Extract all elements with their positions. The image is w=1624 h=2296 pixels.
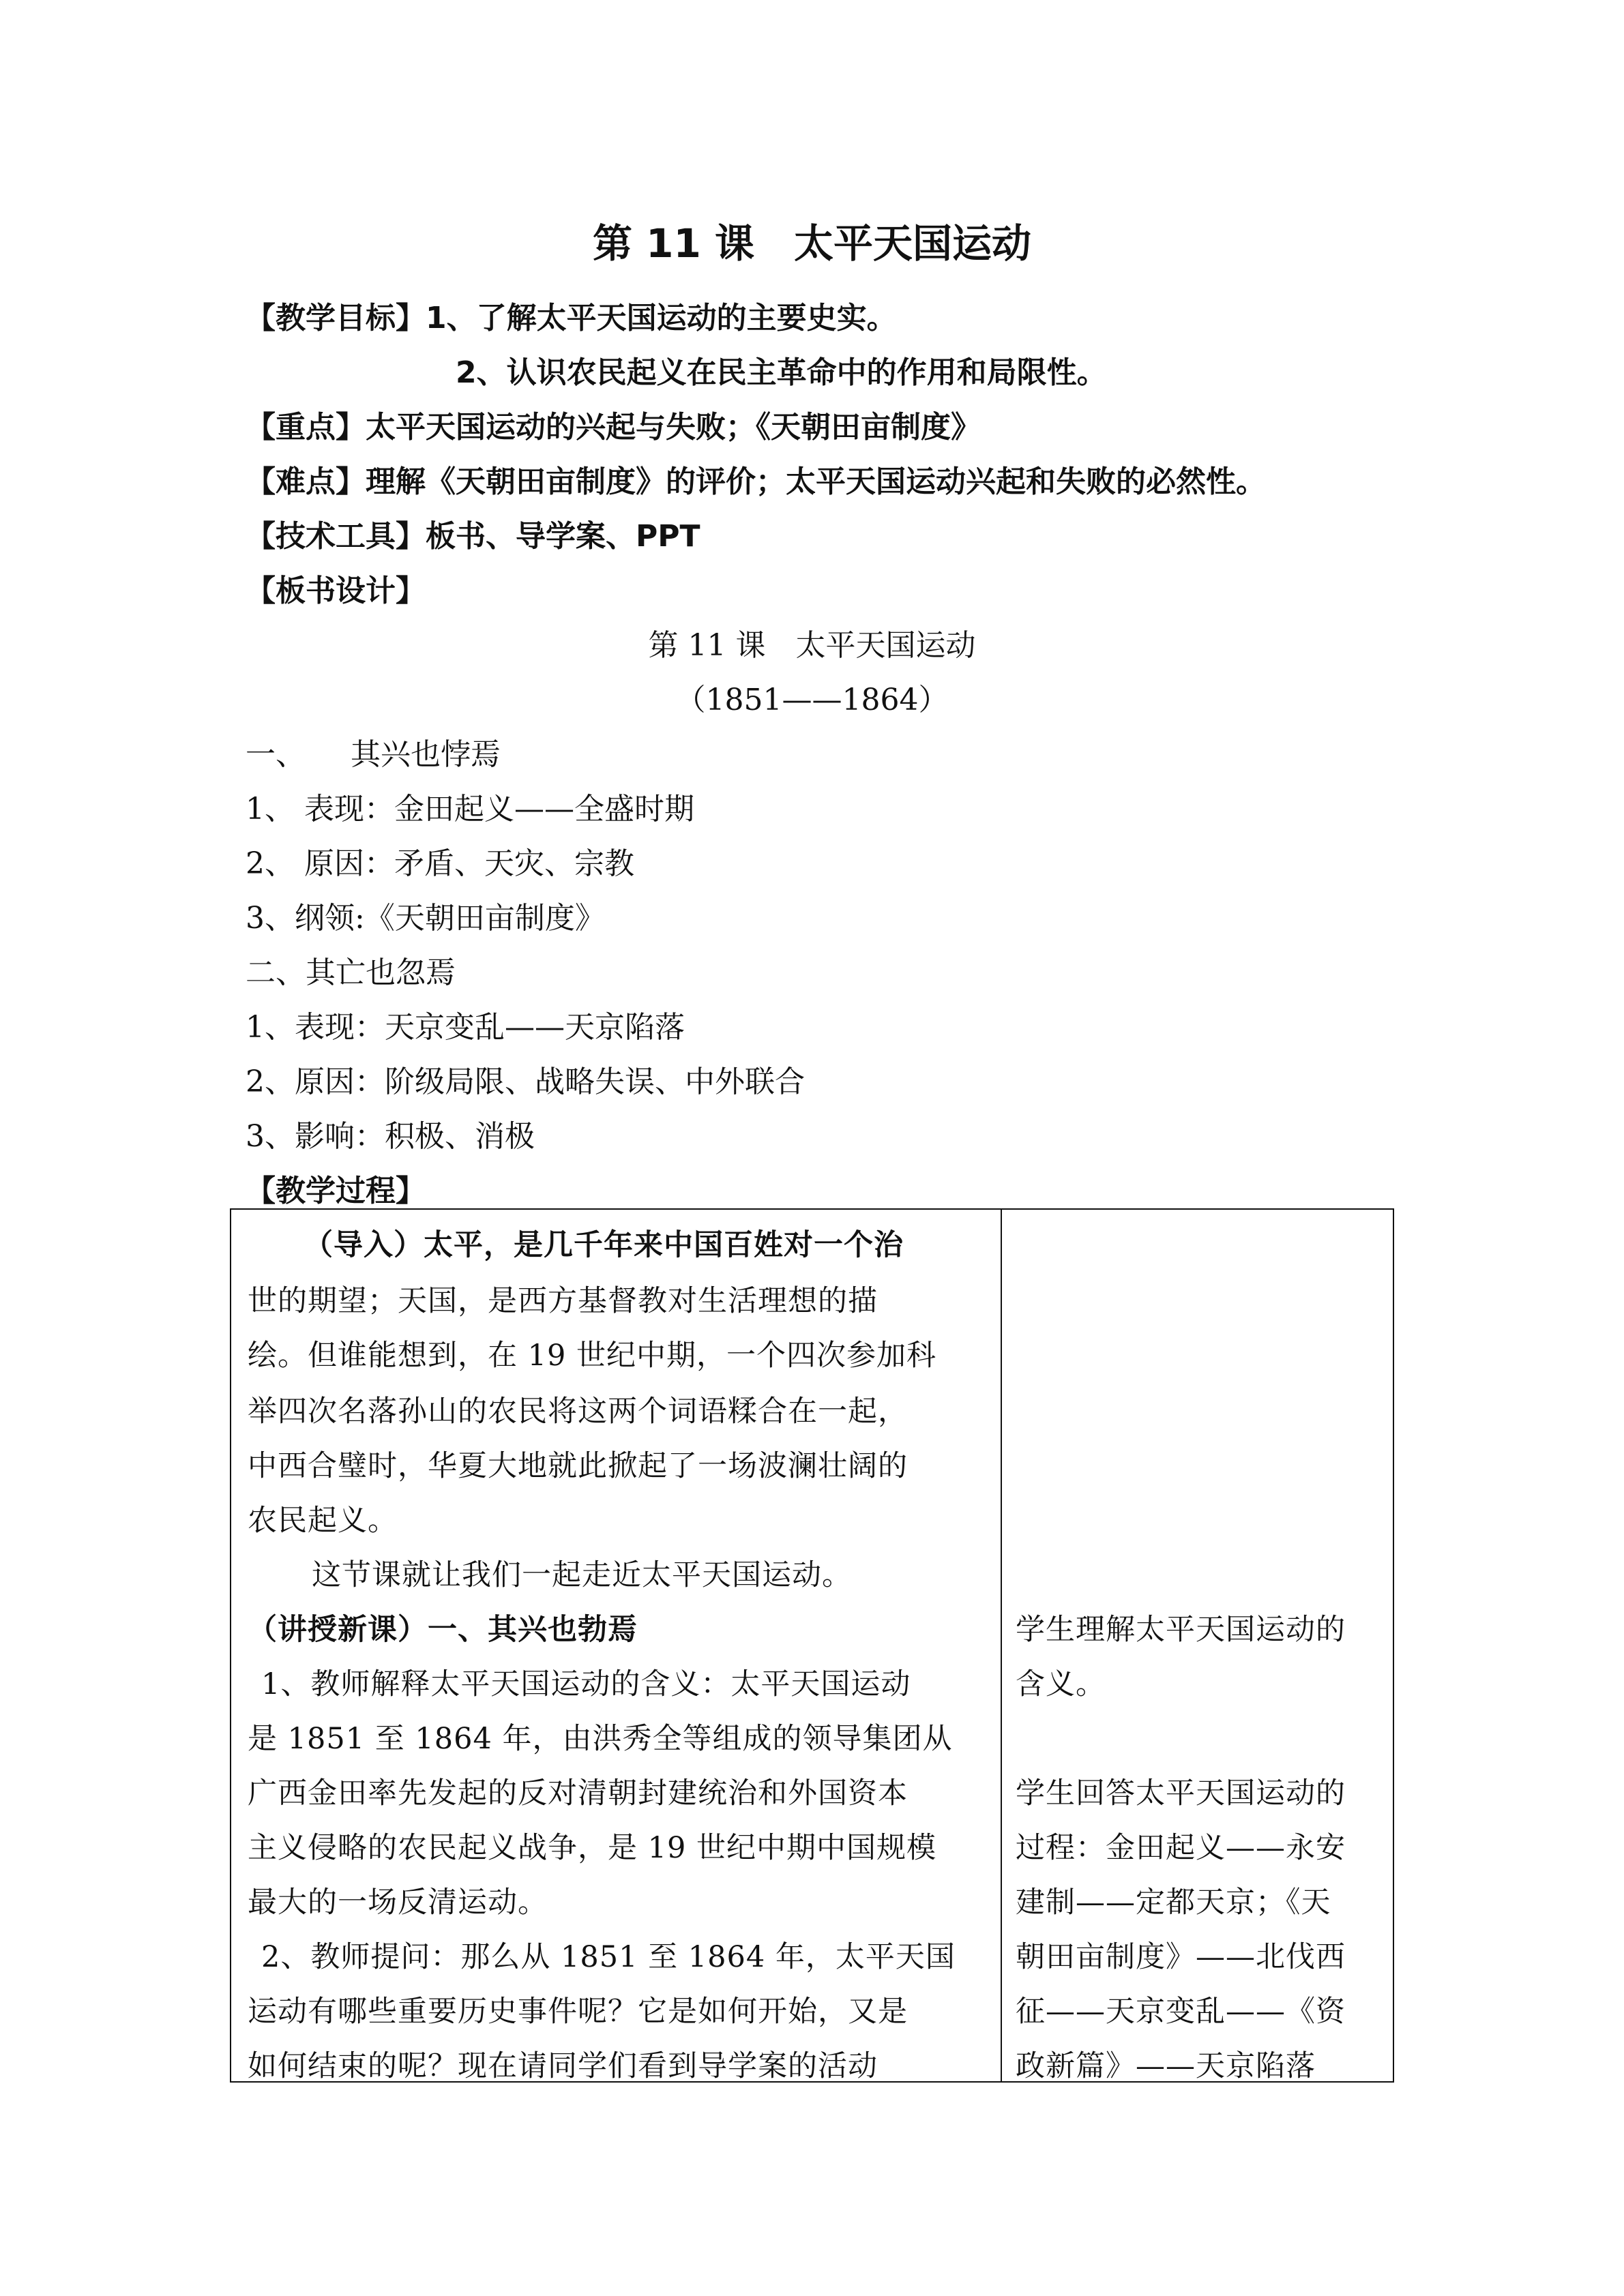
board-dates: （1851——1864） <box>675 683 949 717</box>
table-right-line: 政新篇》——天京陷落 <box>1016 2049 1316 2083</box>
table-left-line: 最大的一场反清运动。 <box>248 1885 548 1920</box>
table-right-line: 朝田亩制度》——北伐西 <box>1016 1940 1346 1974</box>
table-left-line: 世的期望；天国，是西方基督教对生活理想的描 <box>248 1284 878 1318</box>
board-design-heading: 【板书设计】 <box>246 573 426 608</box>
table-right-line: 过程：金田起义——永安 <box>1016 1831 1346 1865</box>
board-item: 3、影响：积极、消极 <box>246 1119 535 1154</box>
table-left-line: 2、教师提问：那么从 1851 至 1864 年，太平天国 <box>261 1940 956 1974</box>
table-column-divider <box>1001 1210 1002 2081</box>
table-right-line: 学生理解太平天国运动的 <box>1016 1613 1346 1647</box>
table-left-line: 广西金田率先发起的反对清朝封建统治和外国资本 <box>248 1776 908 1810</box>
intro-text: （导入）太平，是几千年来中国百姓对一个治 <box>304 1228 904 1262</box>
table-left-line: 农民起义。 <box>248 1504 398 1538</box>
board-item: 2、原因：阶级局限、战略失误、中外联合 <box>246 1064 805 1099</box>
board-item: 3、纲领:《天朝田亩制度》 <box>246 901 605 936</box>
teaching-process-table <box>230 1208 1394 2083</box>
table-right-line: 征——天京变乱——《资 <box>1016 1995 1346 2029</box>
table-left-line: 运动有哪些重要历史事件呢？它是如何开始，又是 <box>248 1995 908 2029</box>
board-item: 1、表现：天京变乱——天京陷落 <box>246 1010 685 1045</box>
board-item: 二、其亡也忽焉 <box>246 955 456 990</box>
board-item: 一、 其兴也悖焉 <box>246 737 501 772</box>
table-right-line: 建制——定都天京；《天 <box>1016 1885 1331 1920</box>
page-title: 第 11 课 太平天国运动 <box>592 220 1032 267</box>
key-points: 【重点】太平天国运动的兴起与失败；《天朝田亩制度》 <box>246 410 981 445</box>
table-left-line: 中西合璧时，华夏大地就此掀起了一场波澜壮阔的 <box>248 1449 908 1483</box>
table-left-line <box>304 1222 904 1264</box>
table-left-line: 1、教师解释太平天国运动的含义：太平天国运动 <box>261 1667 911 1701</box>
teaching-process-heading: 【教学过程】 <box>246 1174 426 1208</box>
table-right-line: 学生回答太平天国运动的 <box>1016 1776 1346 1810</box>
table-left-line: 举四次名落孙山的农民将这两个词语糅合在一起， <box>248 1395 908 1429</box>
table-left-line: 是 1851 至 1864 年，由洪秀全等组成的领导集团从 <box>248 1722 953 1756</box>
objectives-line-2: 2、认识农民起义在民主革命中的作用和局限性。 <box>456 355 1107 390</box>
board-title: 第 11 课 太平天国运动 <box>648 628 976 663</box>
board-item: 1、 表现：金田起义——全盛时期 <box>246 792 694 826</box>
table-left-line: 这节课就让我们一起走近太平天国运动。 <box>312 1558 852 1592</box>
new-lesson-heading: （讲授新课）一、其兴也勃焉 <box>248 1613 638 1647</box>
table-left-line: 绘。但谁能想到，在 19 世纪中期，一个四次参加科 <box>248 1339 937 1373</box>
tools: 【技术工具】板书、导学案、PPT <box>246 519 700 554</box>
table-right-line: 含义。 <box>1016 1667 1106 1701</box>
board-item: 2、 原因：矛盾、天灾、宗教 <box>246 846 634 881</box>
table-left-line: 主义侵略的农民起义战争，是 19 世纪中期中国规模 <box>248 1831 937 1865</box>
difficulties: 【难点】理解《天朝田亩制度》的评价；太平天国运动兴起和失败的必然性。 <box>246 464 1266 499</box>
table-left-line: 如何结束的呢？现在请同学们看到导学案的活动 <box>248 2049 878 2083</box>
objectives-line-1: 【教学目标】1、了解太平天国运动的主要史实。 <box>246 301 897 336</box>
